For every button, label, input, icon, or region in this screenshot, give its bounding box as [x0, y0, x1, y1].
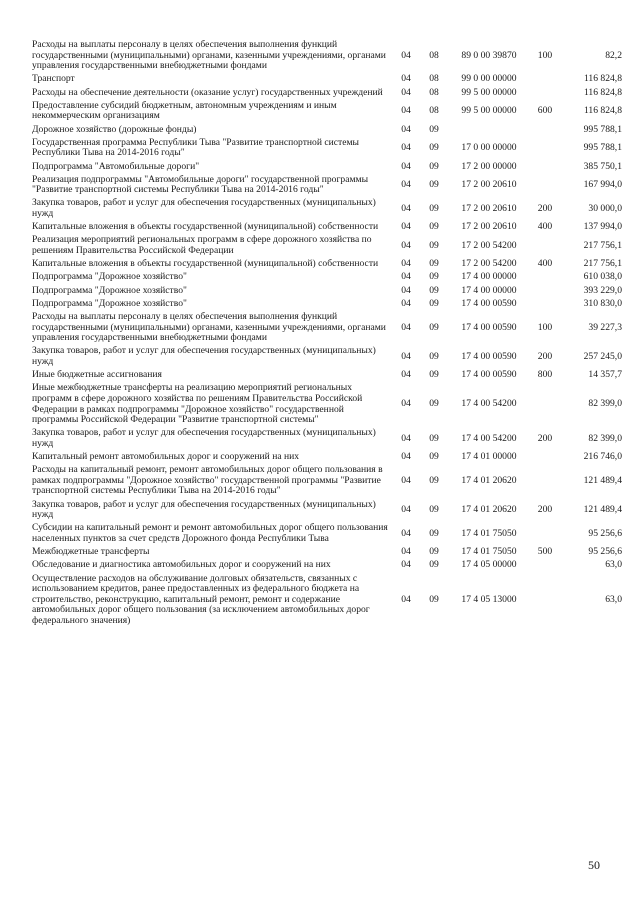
row-subsection-code: 09 [429, 451, 439, 463]
row-expense-type-code: 200 [537, 503, 553, 515]
row-name: Капитальные вложения в объекты государственной (муниципальной) собственности [32, 221, 379, 233]
row-target-article-code: 17 4 00 00590 [461, 369, 517, 381]
row-amount: 217 756,1 [583, 239, 622, 251]
row-amount: 116 824,8 [583, 73, 622, 85]
row-section-code: 04 [401, 321, 411, 333]
row-subsection-code: 09 [429, 123, 439, 135]
row-target-article-code: 17 4 05 13000 [461, 593, 517, 605]
row-section-code: 04 [401, 369, 411, 381]
row-name: Подпрограмма "Дорожное хозяйство" [32, 297, 187, 309]
table-row [32, 272, 622, 285]
row-name: Осуществление расходов на обслуживание долговых обязательств, связанных с использованием кредитов, ранее предоставленных из федерального бюджета на строительство, реконструкцию, капитальный ремонт, ремонт и содержание автомобильных дорог общего пользования (за исключением автомобильных дорог федерального значения) [32, 572, 370, 626]
row-amount: 63,0 [605, 559, 622, 571]
row-target-article-code: 99 5 00 00000 [461, 86, 517, 98]
row-subsection-code: 08 [429, 105, 439, 117]
row-target-article-code: 17 4 01 20620 [461, 503, 517, 515]
row-amount: 385 750,1 [583, 160, 622, 172]
row-name: Межбюджетные трансферты [32, 546, 150, 558]
row-section-code: 04 [401, 239, 411, 251]
row-expense-type-code: 400 [537, 221, 553, 233]
row-subsection-code: 09 [429, 271, 439, 283]
table-row [32, 500, 622, 524]
row-target-article-code: 17 4 00 00590 [461, 297, 517, 309]
table-row [32, 383, 622, 428]
row-name: Предоставление субсидий бюджетным, автономным учреждениям и иным некоммерческим организациям [32, 99, 337, 122]
row-name: Расходы на капитальный ремонт, ремонт автомобильных дорог общего пользования в рамках подпрограммы "Дорожное хозяйство" государственной программы "Развитие транспортной системы Республики Тыва на 2014-2016 годы" [32, 464, 383, 497]
table-row [32, 286, 622, 299]
table-row [32, 299, 622, 312]
row-name: Иные бюджетные ассигнования [32, 369, 162, 381]
row-expense-type-code [530, 272, 560, 285]
row-section-code: 04 [401, 49, 411, 61]
row-subsection-code: 09 [429, 398, 439, 410]
row-name: Расходы на обеспечение деятельности (оказание услуг) государственных учреждений [32, 86, 383, 98]
row-name: Расходы на выплаты персоналу в целях обеспечения выполнения функций государственными (муниципальными) органами, казенными учреждениями, органами управления государственными внебюджетными фондами [32, 310, 386, 344]
row-subsection-code: 09 [429, 559, 439, 571]
row-target-article-code: 17 4 01 75050 [461, 527, 517, 539]
row-target-article-code: 17 4 05 00000 [461, 559, 517, 571]
row-section-code: 04 [401, 258, 411, 270]
row-section-code: 04 [401, 297, 411, 309]
row-subsection-code: 09 [429, 321, 439, 333]
row-section-code: 04 [401, 593, 411, 605]
row-section-code: 04 [401, 202, 411, 214]
row-subsection-code: 09 [429, 474, 439, 486]
row-amount: 995 788,1 [583, 142, 622, 154]
row-subsection-code: 09 [429, 350, 439, 362]
page-number: 50 [588, 858, 600, 872]
table-row [32, 428, 622, 452]
row-expense-type-code [530, 299, 560, 312]
table-row [32, 88, 622, 101]
row-target-article-code: 89 0 00 39870 [461, 49, 517, 61]
row-amount: 310 830,0 [583, 297, 622, 309]
row-section-code: 04 [401, 474, 411, 486]
row-name: Дорожное хозяйство (дорожные фонды) [32, 123, 197, 135]
row-section-code: 04 [401, 160, 411, 172]
row-subsection-code: 09 [429, 297, 439, 309]
row-expense-type-code [530, 383, 560, 428]
row-expense-type-code: 200 [537, 432, 553, 444]
row-expense-type-code [530, 523, 560, 547]
row-section-code: 04 [401, 350, 411, 362]
row-expense-type-code [530, 125, 560, 138]
table-row [32, 465, 622, 499]
row-subsection-code: 09 [429, 369, 439, 381]
row-target-article-code: 17 2 00 00000 [461, 160, 517, 172]
row-amount: 30 000,0 [588, 202, 622, 214]
row-amount: 121 489,4 [583, 503, 622, 515]
row-expense-type-code [530, 162, 560, 175]
row-target-article-code: 17 2 00 20610 [461, 178, 517, 190]
table-row [32, 346, 622, 370]
row-target-article-code: 17 4 01 75050 [461, 546, 517, 558]
row-section-code: 04 [401, 559, 411, 571]
row-amount: 610 038,0 [583, 271, 622, 283]
row-target-article-code: 17 2 00 54200 [461, 239, 517, 251]
row-name: Подпрограмма "Автомобильные дороги" [32, 160, 200, 172]
row-name: Капитальный ремонт автомобильных дорог и сооружений на них [32, 451, 300, 463]
row-expense-type-code: 100 [537, 321, 553, 333]
row-amount: 14 357,7 [588, 369, 622, 381]
row-target-article-code: 17 4 00 00000 [461, 271, 517, 283]
row-subsection-code: 09 [429, 202, 439, 214]
row-amount: 217 756,1 [583, 258, 622, 270]
row-amount: 39 227,3 [588, 321, 622, 333]
row-section-code: 04 [401, 123, 411, 135]
row-target-article-code: 17 4 01 00000 [461, 451, 517, 463]
table-row [32, 523, 622, 547]
row-expense-type-code: 800 [537, 369, 553, 381]
row-name: Закупка товаров, работ и услуг для обеспечения государственных (муниципальных) нужд [32, 427, 376, 449]
row-amount: 216 746,0 [583, 451, 622, 463]
row-target-article-code: 17 4 00 00590 [461, 350, 517, 362]
row-expense-type-code: 600 [537, 105, 553, 117]
row-section-code: 04 [401, 503, 411, 515]
table-row [32, 138, 622, 162]
row-expense-type-code [530, 465, 560, 499]
row-subsection-code: 09 [429, 546, 439, 558]
row-expense-type-code [530, 88, 560, 101]
table-row [32, 235, 622, 259]
row-subsection-code: 09 [429, 142, 439, 154]
row-amount: 82 399,0 [588, 432, 622, 444]
row-subsection-code: 09 [429, 593, 439, 605]
table-row [32, 162, 622, 175]
row-subsection-code: 08 [429, 73, 439, 85]
row-amount: 121 489,4 [583, 474, 622, 486]
row-section-code: 04 [401, 284, 411, 296]
row-name: Реализация подпрограммы "Автомобильные дороги" государственной программы "Развитие транспортной системы Республики Тыва на 2014-2016 годы" [32, 173, 369, 196]
row-name: Транспорт [32, 73, 75, 85]
row-section-code: 04 [401, 527, 411, 539]
row-subsection-code: 09 [429, 221, 439, 233]
table-row [32, 560, 622, 573]
row-amount: 393 229,0 [583, 284, 622, 296]
row-subsection-code: 09 [429, 503, 439, 515]
row-amount: 63,0 [605, 593, 622, 605]
row-section-code: 04 [401, 105, 411, 117]
row-section-code: 04 [401, 142, 411, 154]
row-name: Закупка товаров, работ и услуг для обеспечения государственных (муниципальных) нужд [32, 345, 376, 367]
row-name: Подпрограмма "Дорожное хозяйство" [32, 271, 187, 283]
row-target-article-code: 17 0 00 00000 [461, 142, 517, 154]
row-target-article-code: 99 0 00 00000 [461, 73, 517, 85]
row-section-code: 04 [401, 451, 411, 463]
row-subsection-code: 08 [429, 49, 439, 61]
row-target-article-code: 99 5 00 00000 [461, 105, 517, 117]
row-expense-type-code [530, 560, 560, 573]
row-amount: 995 788,1 [583, 123, 622, 135]
row-name: Капитальные вложения в объекты государственной (муниципальной) собственности [32, 258, 379, 270]
row-subsection-code: 09 [429, 160, 439, 172]
row-name: Реализация мероприятий региональных программ в сфере дорожного хозяйства по решениям Правительства Российской Федерации [32, 234, 372, 257]
row-expense-type-code: 500 [537, 546, 553, 558]
row-target-article-code: 17 2 00 54200 [461, 258, 517, 270]
row-target-article-code: 17 4 01 20620 [461, 474, 517, 486]
row-target-article-code: 17 4 00 54200 [461, 398, 517, 410]
row-section-code: 04 [401, 432, 411, 444]
row-section-code: 04 [401, 178, 411, 190]
row-amount: 167 994,0 [583, 178, 622, 190]
row-amount: 257 245,0 [583, 350, 622, 362]
row-amount: 116 824,8 [583, 105, 622, 117]
row-expense-type-code [530, 452, 560, 465]
row-expense-type-code [530, 138, 560, 162]
row-name: Закупка товаров, работ и услуг для обеспечения государственных (муниципальных) нужд [32, 197, 376, 220]
row-name: Субсидии на капитальный ремонт и ремонт автомобильных дорог общего пользования населенных пунктов за счет средств Дорожного фонда Республики Тыва [32, 522, 388, 544]
row-name: Закупка товаров, работ и услуг для обеспечения государственных (муниципальных) нужд [32, 498, 376, 521]
row-expense-type-code [530, 74, 560, 87]
row-subsection-code: 09 [429, 239, 439, 251]
row-amount: 95 256,6 [588, 527, 622, 539]
row-subsection-code: 09 [429, 284, 439, 296]
row-expense-type-code [530, 574, 560, 630]
row-name: Подпрограмма "Дорожное хозяйство" [32, 284, 187, 296]
row-expense-type-code: 100 [537, 49, 553, 61]
row-section-code: 04 [401, 271, 411, 283]
row-target-article-code: 17 2 00 20610 [461, 221, 517, 233]
table-row [32, 574, 622, 630]
budget-table [32, 40, 622, 629]
row-expense-type-code: 200 [537, 350, 553, 362]
row-target-article-code: 17 2 00 20610 [461, 202, 517, 214]
row-name: Расходы на выплаты персоналу в целях обеспечения выполнения функций государственными (муниципальными) органами, казенными учреждениями, органами управления государственными внебюджетными фондами [32, 39, 386, 72]
row-target-article-code [448, 125, 530, 138]
row-subsection-code: 09 [429, 527, 439, 539]
row-subsection-code: 09 [429, 432, 439, 444]
row-target-article-code: 17 4 00 00000 [461, 284, 517, 296]
row-subsection-code: 09 [429, 178, 439, 190]
row-expense-type-code: 400 [537, 258, 553, 270]
row-section-code: 04 [401, 398, 411, 410]
table-row [32, 198, 622, 222]
row-section-code: 04 [401, 221, 411, 233]
table-row [32, 40, 622, 74]
row-amount: 82 399,0 [588, 398, 622, 410]
table-row [32, 175, 622, 199]
row-subsection-code: 09 [429, 258, 439, 270]
row-subsection-code: 08 [429, 86, 439, 98]
row-expense-type-code [530, 235, 560, 259]
row-section-code: 04 [401, 86, 411, 98]
row-expense-type-code [530, 175, 560, 199]
row-expense-type-code [530, 286, 560, 299]
budget-table-body [32, 40, 622, 629]
table-row [32, 74, 622, 87]
table-row [32, 101, 622, 125]
row-name: Обследование и диагностика автомобильных дорог и сооружений на них [32, 559, 331, 571]
row-section-code: 04 [401, 546, 411, 558]
row-name: Иные межбюджетные трансферты на реализацию мероприятий региональных программ в сфере дорожного хозяйства по решениям Правительства Российской Федерации в рамках подпрограммы "Дорожное хозяйство" государственной программы Российской Федерации "Развитие транспортной системы" [32, 382, 363, 426]
table-row [32, 312, 622, 346]
row-target-article-code: 17 4 00 00590 [461, 321, 517, 333]
row-section-code: 04 [401, 73, 411, 85]
row-amount: 82,2 [605, 49, 622, 61]
row-target-article-code: 17 4 00 54200 [461, 432, 517, 444]
row-amount: 116 824,8 [583, 86, 622, 98]
row-amount: 137 994,0 [583, 221, 622, 233]
row-expense-type-code: 200 [537, 202, 553, 214]
row-name: Государственная программа Республики Тыва "Развитие транспортной системы Республики Тыва на 2014-2016 годы" [32, 136, 359, 159]
table-row [32, 125, 622, 138]
row-amount: 95 256,6 [588, 546, 622, 558]
